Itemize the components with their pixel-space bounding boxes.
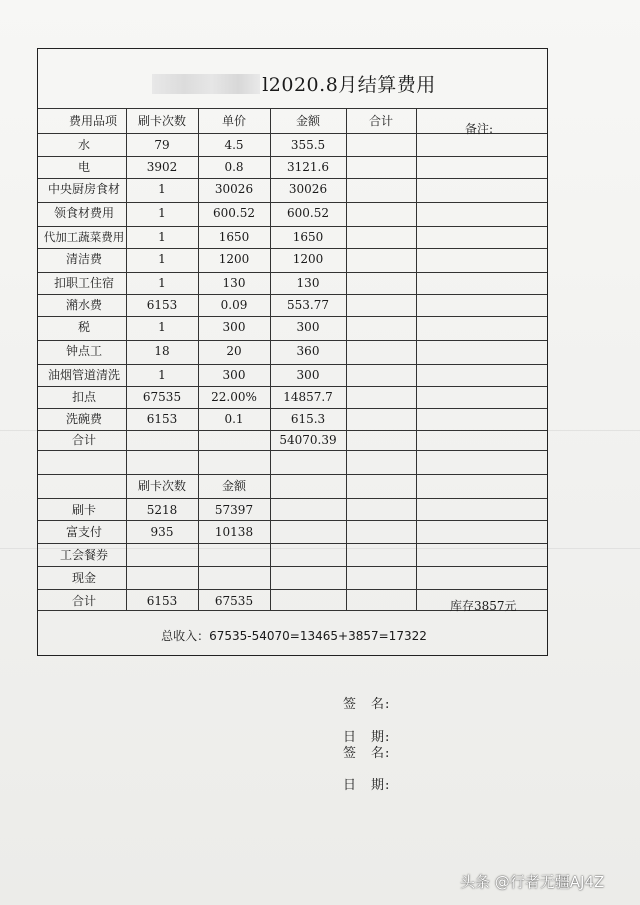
income-row-item: 富支付 (65, 525, 102, 539)
row-count: 79 (154, 138, 170, 152)
row-price: 300 (222, 320, 246, 334)
row-price: 0.09 (220, 298, 248, 312)
row-count: 3902 (146, 160, 178, 174)
row-item: 扣职工住宿 (53, 276, 114, 290)
income-row-count: 5218 (146, 503, 178, 517)
row-item: 扣点 (71, 390, 96, 404)
grid-row-line (38, 364, 547, 365)
income-row-amount: 67535 (214, 594, 254, 608)
stock-note: 库存3857元 (450, 599, 517, 613)
grid-column-line (346, 108, 347, 610)
row-price: 20 (226, 344, 242, 358)
watermark: 头条 @行者无疆AJ4Z (460, 873, 605, 891)
row-count: 6153 (146, 412, 178, 426)
date-label-1: 日 期: (343, 730, 391, 745)
expense-total-label: 合计 (71, 433, 96, 447)
row-count: 1 (158, 368, 166, 382)
grid-row-line (38, 408, 547, 409)
grid-row-line (38, 226, 547, 227)
grid-column-line (416, 108, 417, 610)
total-income-line: 总收入：67535-54070=13465+3857=17322 (161, 629, 427, 643)
income-row-amount: 57397 (214, 503, 254, 517)
income-row-count: 6153 (146, 594, 178, 608)
row-price: 22.00% (211, 390, 257, 404)
row-price: 130 (222, 276, 246, 290)
row-price: 0.1 (224, 412, 244, 426)
header-price: 单价 (221, 114, 246, 128)
grid-row-line (38, 589, 547, 590)
title-text: l2020.8月结算费用 (262, 74, 436, 96)
row-amount: 1200 (292, 252, 324, 266)
row-amount: 300 (296, 368, 320, 382)
income-header-count: 刷卡次数 (137, 479, 186, 493)
row-price: 1650 (218, 230, 250, 244)
row-item: 电 (77, 160, 90, 174)
grid-row-line (38, 108, 547, 109)
row-item: 税 (77, 320, 90, 334)
row-item: 潲水费 (65, 298, 102, 312)
row-price: 300 (222, 368, 246, 382)
row-item: 领食材费用 (53, 206, 114, 220)
grid-row-line (38, 340, 547, 341)
grid-row-line (38, 543, 547, 544)
row-price: 4.5 (224, 138, 244, 152)
remark-header: 备注: (465, 122, 494, 136)
row-item: 中央厨房食材 (47, 182, 120, 196)
redaction-block (152, 74, 260, 94)
grid-row-line (38, 520, 547, 521)
grid-row-line (38, 566, 547, 567)
income-header-amount: 金额 (221, 479, 246, 493)
header-amount: 金额 (295, 114, 320, 128)
row-count: 67535 (142, 390, 182, 404)
grid-row-line (38, 474, 547, 475)
row-amount: 600.52 (287, 206, 329, 220)
row-price: 0.8 (224, 160, 244, 174)
row-amount: 355.5 (290, 138, 326, 152)
grid-row-line (38, 430, 547, 431)
row-item: 油烟管道清洗 (47, 368, 120, 382)
expense-total-amount: 54070.39 (279, 433, 337, 447)
date-label-2: 日 期: (343, 778, 391, 793)
row-item: 清洁费 (65, 252, 102, 266)
row-amount: 30026 (288, 182, 328, 196)
grid-row-line (38, 498, 547, 499)
row-count: 1 (158, 276, 166, 290)
row-item: 钟点工 (65, 344, 102, 358)
header-item: 费用品项 (68, 114, 117, 128)
income-row-amount: 10138 (214, 525, 254, 539)
grid-row-line (38, 316, 547, 317)
row-amount: 360 (296, 344, 320, 358)
signature-label-2: 签 名: (343, 746, 391, 761)
income-row-count: 935 (150, 525, 174, 539)
row-price: 1200 (218, 252, 250, 266)
grid-row-line (38, 178, 547, 179)
row-price: 600.52 (213, 206, 255, 220)
income-row-item: 合计 (71, 594, 96, 608)
document-title (40, 70, 548, 100)
grid-row-line (38, 386, 547, 387)
grid-row-line (38, 248, 547, 249)
row-count: 18 (154, 344, 170, 358)
row-item: 代加工蔬菜费用 (43, 230, 125, 244)
row-amount: 615.3 (290, 412, 326, 426)
row-amount: 553.77 (287, 298, 329, 312)
signature-label-1: 签 名: (343, 697, 391, 712)
header-count: 刷卡次数 (137, 114, 186, 128)
row-count: 1 (158, 206, 166, 220)
row-count: 1 (158, 230, 166, 244)
grid-row-line (38, 450, 547, 451)
grid-row-line (38, 272, 547, 273)
grid-row-line (38, 156, 547, 157)
row-amount: 300 (296, 320, 320, 334)
header-total: 合计 (368, 114, 393, 128)
row-count: 1 (158, 320, 166, 334)
row-amount: 3121.6 (287, 160, 329, 174)
grid-row-line (38, 202, 547, 203)
row-amount: 130 (296, 276, 320, 290)
row-count: 1 (158, 182, 166, 196)
row-item: 水 (77, 138, 90, 152)
row-item: 洗碗费 (65, 412, 102, 426)
row-amount: 14857.7 (283, 390, 333, 404)
income-row-item: 现金 (71, 571, 96, 585)
row-price: 30026 (214, 182, 254, 196)
row-count: 1 (158, 252, 166, 266)
income-row-item: 工会餐券 (59, 548, 108, 562)
row-count: 6153 (146, 298, 178, 312)
income-row-item: 刷卡 (71, 503, 96, 517)
grid-row-line (38, 294, 547, 295)
row-amount: 1650 (292, 230, 324, 244)
